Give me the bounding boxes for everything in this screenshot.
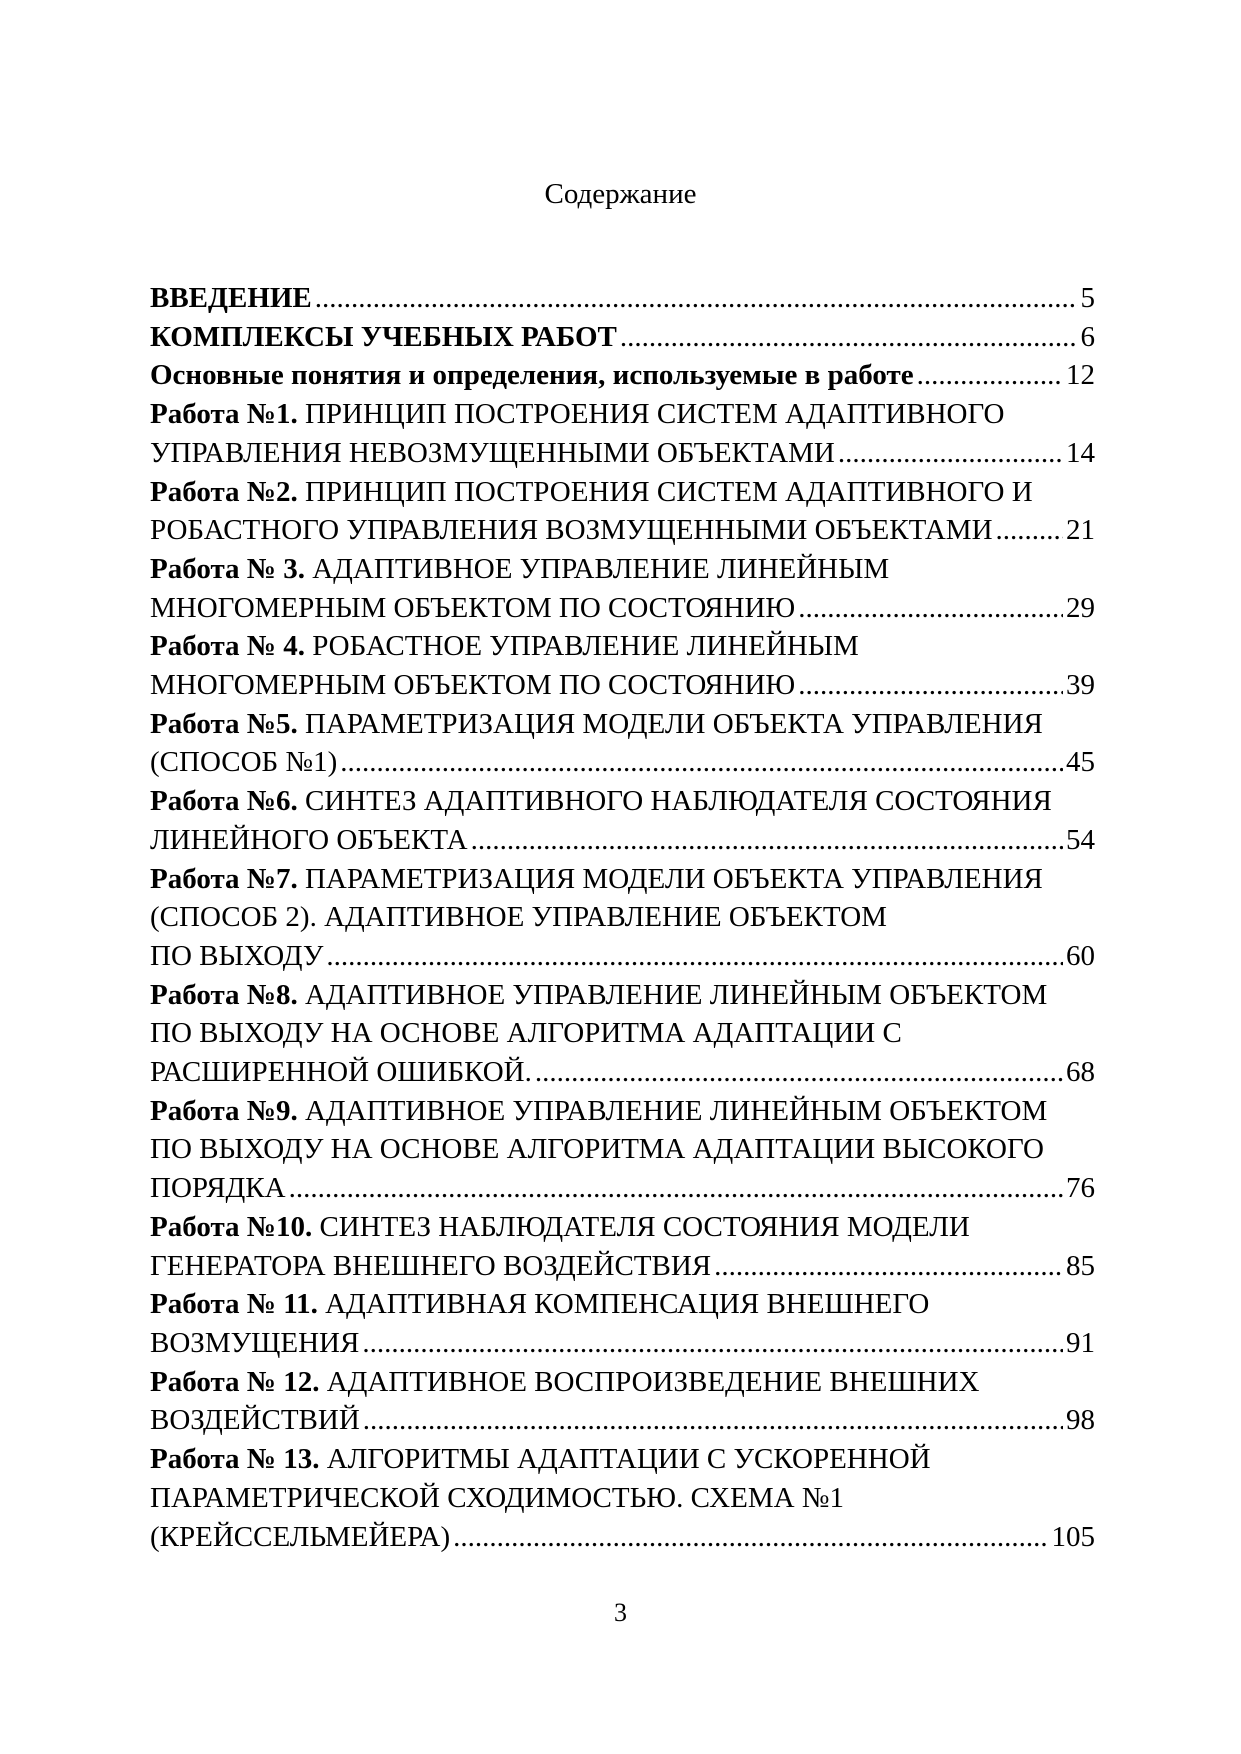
toc-entry-line <box>150 473 1095 512</box>
toc-page-number: 68 <box>1066 1056 1095 1089</box>
toc-entry-text: АЛГОРИТМЫ АДАПТАЦИИ С УСКОРЕННОЙ <box>319 1443 931 1476</box>
toc-entry-text: ВОЗДЕЙСТВИЙ <box>150 1404 360 1437</box>
toc-page-number: 60 <box>1066 939 1095 972</box>
dot-leader <box>798 666 1063 705</box>
toc-entry[interactable] <box>150 782 1095 859</box>
toc-entry[interactable] <box>150 1092 1095 1208</box>
toc-entry-label: Работа №1. <box>150 398 298 431</box>
toc-page-number: 98 <box>1066 1404 1095 1437</box>
toc-entry-text: (КРЕЙССЕЛЬМЕЙЕРА) <box>150 1520 451 1553</box>
toc-entry-text: ПО ВЫХОДУ <box>150 939 324 972</box>
toc-entry-label: Работа №7. <box>150 862 298 895</box>
toc-entry-last-line <box>150 511 1095 550</box>
toc-entry[interactable] <box>150 550 1095 627</box>
dot-leader <box>838 434 1063 473</box>
dot-leader <box>996 511 1063 550</box>
toc-entry-last-line <box>150 1401 1095 1440</box>
toc-entry-last-line <box>150 1053 1095 1092</box>
toc-page-number: 14 <box>1066 436 1095 469</box>
toc-entry-line <box>150 782 1095 821</box>
toc-entry-last-line <box>150 821 1095 860</box>
toc-entry-text: УПРАВЛЕНИЯ НЕВОЗМУЩЕННЫМИ ОБЪЕКТАМИ <box>150 436 835 469</box>
toc-entry-text: РОБАСТНОЕ УПРАВЛЕНИЕ ЛИНЕЙНЫМ <box>304 630 859 663</box>
toc-entry-label: Работа №9. <box>150 1094 298 1127</box>
toc-entry-label: Работа № 4. <box>150 630 305 663</box>
dot-leader <box>362 1324 1063 1363</box>
toc-entry-label: Работа № 12. <box>150 1365 320 1398</box>
dot-leader <box>315 279 1078 318</box>
toc-entry-label: Работа №10. <box>150 1210 313 1243</box>
toc-page-number: 105 <box>1051 1520 1095 1553</box>
toc-entry-label: Работа № 3. <box>150 552 305 585</box>
toc-entry[interactable] <box>150 1440 1095 1556</box>
dot-leader <box>917 356 1063 395</box>
dot-leader <box>620 318 1078 357</box>
toc-entry[interactable] <box>150 356 1095 395</box>
dot-leader <box>363 1401 1063 1440</box>
toc-entry-last-line <box>150 1247 1095 1286</box>
toc-entry-text: СИНТЕЗ НАБЛЮДАТЕЛЯ СОСТОЯНИЯ МОДЕЛИ <box>312 1210 970 1243</box>
toc-entry-text: ПОРЯДКА <box>150 1172 286 1205</box>
toc-entry-last-line <box>150 1518 1095 1557</box>
toc-entry-text: РАСШИРЕННОЙ ОШИБКОЙ. <box>150 1056 532 1089</box>
toc-entry-line <box>150 627 1095 666</box>
toc-entry-text: ПАРАМЕТРИЧЕСКОЙ СХОДИМОСТЬЮ. СХЕМА №1 <box>150 1481 844 1514</box>
toc-entry[interactable] <box>150 976 1095 1092</box>
dot-leader <box>714 1247 1063 1286</box>
toc-entry-last-line <box>150 743 1095 782</box>
dot-leader <box>289 1169 1063 1208</box>
toc-entry-line <box>150 1440 1095 1479</box>
toc-page-number: 85 <box>1066 1249 1095 1282</box>
toc-entry-line <box>150 860 1095 899</box>
toc-entry-line <box>150 976 1095 1015</box>
toc-entry-text: АДАПТИВНАЯ КОМПЕНСАЦИЯ ВНЕШНЕГО <box>317 1288 930 1321</box>
toc-entry-label: Работа №2. <box>150 475 298 508</box>
toc-page-number: 29 <box>1066 591 1095 624</box>
toc-entry[interactable] <box>150 279 1095 318</box>
toc-entry[interactable] <box>150 395 1095 472</box>
toc-entry-text: МНОГОМЕРНЫМ ОБЪЕКТОМ ПО СОСТОЯНИЮ <box>150 591 796 624</box>
toc-entry-text: ПАРАМЕТРИЗАЦИЯ МОДЕЛИ ОБЪЕКТА УПРАВЛЕНИЯ <box>297 862 1043 895</box>
toc-entry-line <box>150 1092 1095 1131</box>
toc-page-number: 76 <box>1066 1172 1095 1205</box>
toc-entry-line <box>150 550 1095 589</box>
toc-page-number: 91 <box>1066 1326 1095 1359</box>
toc-entry-line <box>150 395 1095 434</box>
toc-entry[interactable] <box>150 1285 1095 1362</box>
page-title: Содержание <box>544 178 697 210</box>
toc-entry-line <box>150 1285 1095 1324</box>
toc-entry-text: ПО ВЫХОДУ НА ОСНОВЕ АЛГОРИТМА АДАПТАЦИИ ВЫСОКОГО <box>150 1133 1044 1166</box>
toc-entry-text: ПАРАМЕТРИЗАЦИЯ МОДЕЛИ ОБЪЕКТА УПРАВЛЕНИЯ <box>297 707 1043 740</box>
toc-entry[interactable] <box>150 1208 1095 1285</box>
toc-entry-text: ВОЗМУЩЕНИЯ <box>150 1326 360 1359</box>
dot-leader <box>326 937 1063 976</box>
toc-entry-label: Работа №6. <box>150 785 298 818</box>
toc-entry-line <box>150 1363 1095 1402</box>
toc-entry-line <box>150 1208 1095 1247</box>
toc-page-number: 12 <box>1066 359 1095 392</box>
toc-entry[interactable] <box>150 1363 1095 1440</box>
toc-page-number: 45 <box>1066 746 1095 779</box>
toc-entry-label: Основные понятия и определения, используемые в работе <box>150 359 914 392</box>
toc-entry[interactable] <box>150 318 1095 357</box>
toc-entry-label: Работа №5. <box>150 707 298 740</box>
toc-entry-label: Работа №8. <box>150 978 298 1011</box>
toc-entry-last-line <box>150 1324 1095 1363</box>
toc-entry-last-line <box>150 589 1095 628</box>
toc-entry-text: МНОГОМЕРНЫМ ОБЪЕКТОМ ПО СОСТОЯНИЮ <box>150 669 796 702</box>
toc-entry-text: РОБАСТНОГО УПРАВЛЕНИЯ ВОЗМУЩЕННЫМИ ОБЪЕКТАМИ <box>150 514 993 547</box>
toc-entry-text: АДАПТИВНОЕ УПРАВЛЕНИЕ ЛИНЕЙНЫМ ОБЪЕКТОМ <box>297 978 1048 1011</box>
dot-leader <box>471 821 1063 860</box>
table-of-contents <box>150 279 1095 1556</box>
toc-entry-last-line <box>150 666 1095 705</box>
toc-entry-text: СИНТЕЗ АДАПТИВНОГО НАБЛЮДАТЕЛЯ СОСТОЯНИЯ <box>297 785 1052 818</box>
toc-entry-last-line <box>150 434 1095 473</box>
toc-entry-text: АДАПТИВНОЕ ВОСПРОИЗВЕДЕНИЕ ВНЕШНИХ <box>319 1365 980 1398</box>
toc-page-number: 39 <box>1066 669 1095 702</box>
dot-leader <box>798 589 1063 628</box>
toc-entry[interactable] <box>150 705 1095 782</box>
dot-leader <box>340 743 1063 782</box>
toc-entry-label: Работа № 13. <box>150 1443 320 1476</box>
toc-entry-text: ПРИНЦИП ПОСТРОЕНИЯ СИСТЕМ АДАПТИВНОГО И <box>297 475 1033 508</box>
toc-entry[interactable] <box>150 473 1095 550</box>
toc-entry-text: ПО ВЫХОДУ НА ОСНОВЕ АЛГОРИТМА АДАПТАЦИИ С <box>150 1017 902 1050</box>
toc-entry-text: ЛИНЕЙНОГО ОБЪЕКТА <box>150 823 468 856</box>
toc-page-number: 5 <box>1080 282 1095 314</box>
toc-entry[interactable] <box>150 627 1095 704</box>
toc-entry[interactable] <box>150 860 1095 976</box>
toc-entry-last-line <box>150 356 1095 395</box>
toc-page-number: 6 <box>1080 320 1095 353</box>
page-number: 3 <box>614 1598 627 1627</box>
toc-entry-label: Работа № 11. <box>150 1288 318 1321</box>
toc-entry-last-line <box>150 279 1095 318</box>
toc-entry-text: ПРИНЦИП ПОСТРОЕНИЯ СИСТЕМ АДАПТИВНОГО <box>297 398 1005 431</box>
toc-entry-text: (СПОСОБ №1) <box>150 746 338 779</box>
toc-entry-last-line <box>150 937 1095 976</box>
dot-leader <box>535 1053 1063 1092</box>
toc-entry-text: (СПОСОБ 2). АДАПТИВНОЕ УПРАВЛЕНИЕ ОБЪЕКТОМ <box>150 901 887 934</box>
toc-page-number: 54 <box>1066 823 1095 856</box>
toc-entry-line <box>150 705 1095 744</box>
toc-page-number: 21 <box>1066 514 1095 547</box>
toc-entry-text: ГЕНЕРАТОРА ВНЕШНЕГО ВОЗДЕЙСТВИЯ <box>150 1249 712 1282</box>
toc-entry-text: АДАПТИВНОЕ УПРАВЛЕНИЕ ЛИНЕЙНЫМ ОБЪЕКТОМ <box>297 1094 1048 1127</box>
toc-entry-last-line <box>150 318 1095 357</box>
toc-entry-label: ВВЕДЕНИЕ <box>150 282 312 314</box>
toc-entry-text: АДАПТИВНОЕ УПРАВЛЕНИЕ ЛИНЕЙНЫМ <box>304 552 890 585</box>
toc-entry-last-line <box>150 1169 1095 1208</box>
toc-entry-label: КОМПЛЕКСЫ УЧЕБНЫХ РАБОТ <box>150 320 617 353</box>
dot-leader <box>453 1518 1048 1557</box>
